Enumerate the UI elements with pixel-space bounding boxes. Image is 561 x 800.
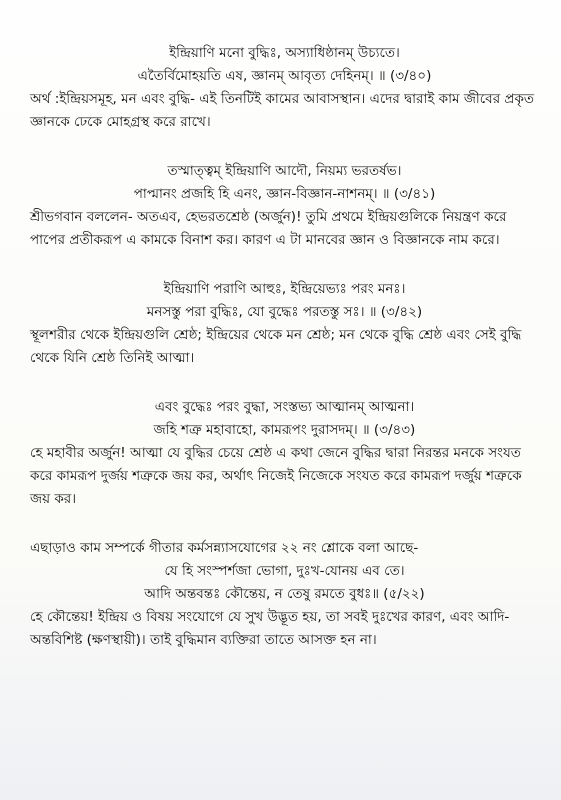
verse-line: পাপ্মানং প্রজহি হি এনং, জ্ঞান-বিজ্ঞান-নাশনম্। ॥ (৩/৪১) xyxy=(133,186,436,202)
verse-commentary: হে মহাবীর অর্জুন! আত্মা যে বুদ্ধির চেয়ে শ্রেষ্ঠ এ কথা জেনে বুদ্ধির দ্বারা নিরন্তর মনকে সংযত করে কামরূপ দুর্জয় শত্রুকে জয় কর, অর্থাৎ নিজেই নিজেকে সংযত করে কামরূপ দর্জুয় শত্রুকে জয় কর। xyxy=(30,445,522,507)
sanskrit-verse xyxy=(30,42,539,88)
verse-section-3-42 xyxy=(30,278,539,370)
verse-commentary: শ্রীভগবান বললেন- অতএব, হেভরতশ্রেষ্ঠ (অর্জুন)! তুমি প্রথমে ইন্দ্রিয়গুলিকে নিয়ন্ত্রণ করে পাপের প্রতীকরূপ এ কামকে বিনাশ কর। কারণ এ টা মানবের জ্ঞান ও বিজ্ঞানকে নাম করে। xyxy=(30,209,507,248)
sanskrit-verse xyxy=(30,278,539,324)
sanskrit-verse xyxy=(30,160,539,206)
verse-line: ইন্দ্রিয়াণি পরাণি আহুঃ, ইন্দ্রিয়েভ্যঃ পরং মনঃ। xyxy=(163,281,406,297)
verse-line: জহি শত্রু মহাবাহো, কামরূপং দুরাসদম্। ॥ (৩/৪৩) xyxy=(153,422,416,438)
verse-commentary: স্থূলশরীর থেকে ইন্দ্রিয়গুলি শ্রেষ্ঠ; ইন্দ্রিয়ের থেকে মন শ্রেষ্ঠ; মন থেকে বুদ্ধি শ্রেষ্ঠ এবং সেই বুদ্ধি থেকে যিনি শ্রেষ্ঠ তিনিই আত্মা। xyxy=(30,327,522,366)
verse-section-3-43 xyxy=(30,396,539,511)
verse-line: মনসস্তু পরা বুদ্ধিঃ, যো বুদ্ধেঃ পরতস্তু সঃ। ॥ (৩/৪২) xyxy=(146,304,423,320)
verse-commentary: অর্থ :ইন্দ্রিয়সমূহ, মন এবং বুদ্ধি- এই তিনটিই কামের আবাসস্থান। এদের দ্বারাই কাম জীবের প্রকৃত জ্ঞানকে ঢেকে মোহগ্রস্থ করে রাখে। xyxy=(30,91,535,130)
verse-commentary: হে কৌন্তেয়! ইন্দ্রিয় ও বিষয় সংযোগে যে সুখ উদ্ভূত হয়, তা সবই দুঃখের কারণ, এবং আদি-অন্তবিশিষ্ট (ক্ষণস্থায়ী)। তাই বুদ্ধিমান ব্যক্তিরা তাতে আসক্ত হন না। xyxy=(30,609,510,648)
verse-section-5-22 xyxy=(30,537,539,652)
sanskrit-verse xyxy=(30,396,539,442)
verse-line: এতৈর্বিমোহয়তি এষ, জ্ঞানম্ আবৃত্য দেহিনম্। ॥ (৩/৪০) xyxy=(137,68,432,84)
verse-line: আদি অন্তবন্তঃ কৌন্তেয়, ন তেষু রমতে বুধঃ॥ (৫/২২) xyxy=(144,586,425,602)
verse-line: যে হি সংস্পর্শজা ভোগা, দুঃখ-যোনয় এব তে। xyxy=(164,563,405,579)
section-intro: এছাড়াও কাম সম্পর্কে গীতার কর্মসন্ন্যাসযোগের ২২ নং শ্লোকে বলা আছে- xyxy=(30,540,419,556)
verse-line: এবং বুদ্ধেঃ পরং বুদ্ধা, সংস্তভ্য আত্মানম্ আত্মনা। xyxy=(154,399,415,415)
verse-section-3-41 xyxy=(30,160,539,252)
sanskrit-verse xyxy=(30,560,539,606)
verse-line: ইন্দ্রিয়াণি মনো বুদ্ধিঃ, অস্যাধিষ্ঠানম্ উচ্যতে। xyxy=(169,45,400,61)
verse-line: তস্মাত্ত্বম্ ইন্দ্রিয়াণি আদৌ, নিয়ম্য ভরতর্ষভ। xyxy=(167,163,402,179)
verse-section-3-40 xyxy=(30,42,539,134)
